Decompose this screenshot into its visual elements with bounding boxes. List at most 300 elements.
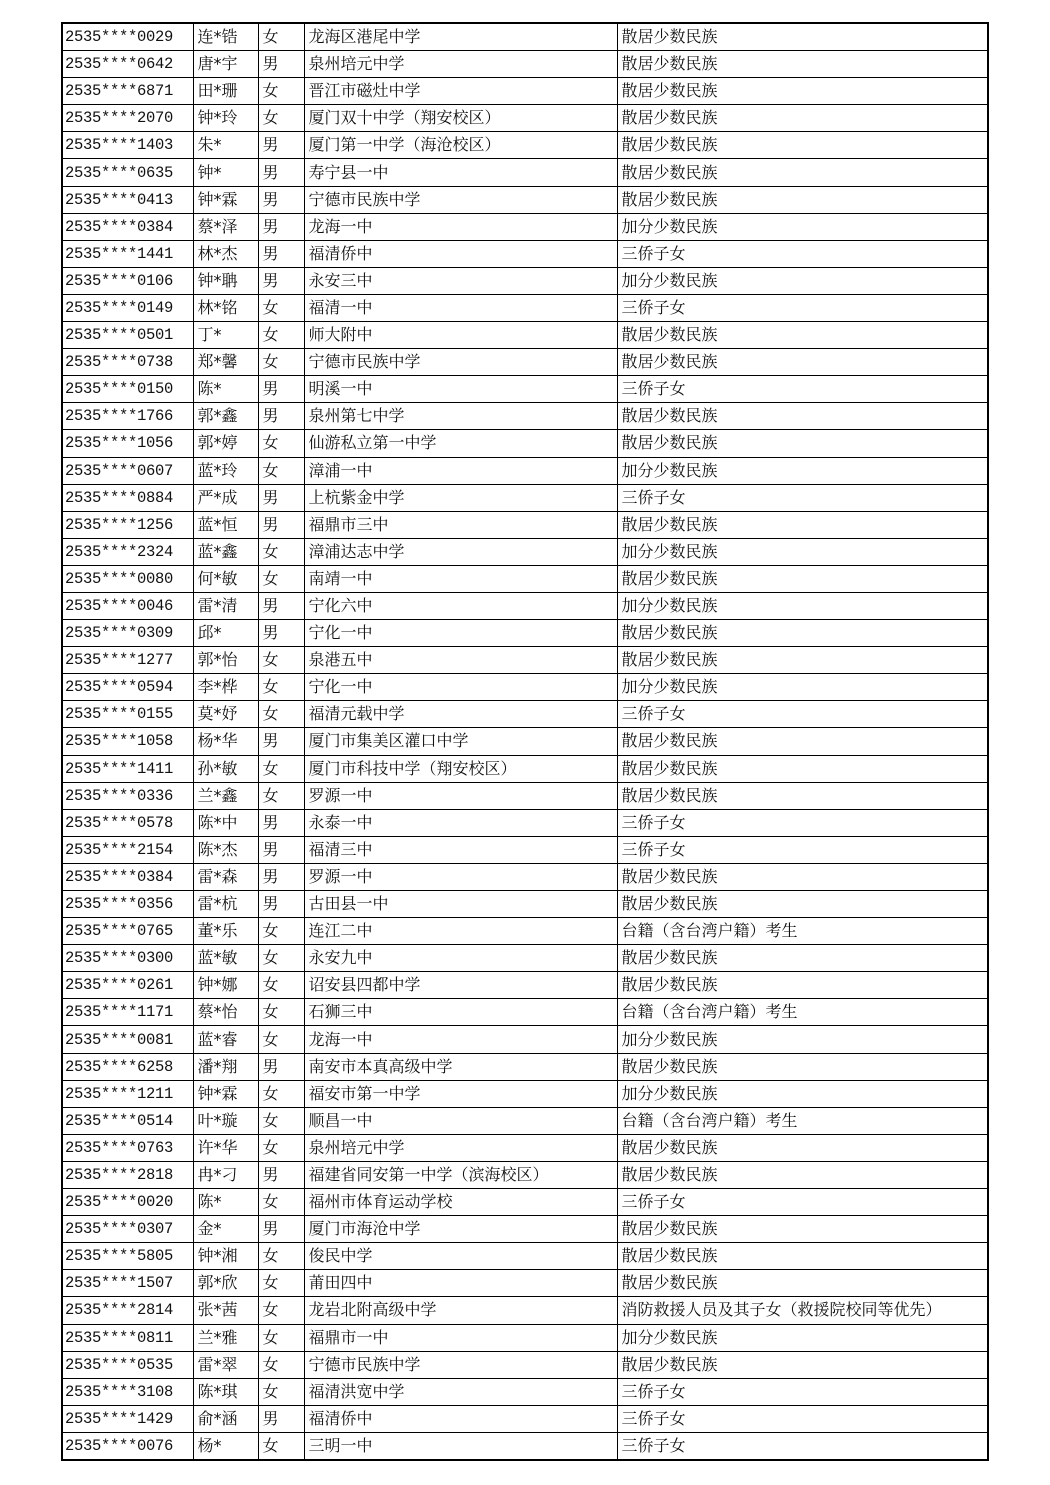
cell-gender: 女 bbox=[258, 1378, 304, 1405]
cell-student-name: 钟*娜 bbox=[193, 972, 258, 999]
table-row bbox=[62, 701, 988, 728]
cell-exam-id: 2535****0150 bbox=[62, 376, 193, 403]
cell-gender: 女 bbox=[258, 647, 304, 674]
table-row bbox=[62, 945, 988, 972]
cell-exam-id: 2535****0336 bbox=[62, 782, 193, 809]
cell-school: 宁化一中 bbox=[304, 674, 617, 701]
cell-gender: 女 bbox=[258, 1107, 304, 1134]
cell-school: 莆田四中 bbox=[304, 1270, 617, 1297]
table-row bbox=[62, 1324, 988, 1351]
cell-student-name: 蓝*睿 bbox=[193, 1026, 258, 1053]
table-row bbox=[62, 240, 988, 267]
cell-category: 加分少数民族 bbox=[617, 674, 988, 701]
table-row bbox=[62, 1432, 988, 1460]
cell-school: 石狮三中 bbox=[304, 999, 617, 1026]
cell-school: 厦门市科技中学（翔安校区） bbox=[304, 755, 617, 782]
cell-student-name: 杨*华 bbox=[193, 728, 258, 755]
cell-exam-id: 2535****2324 bbox=[62, 538, 193, 565]
cell-exam-id: 2535****0046 bbox=[62, 592, 193, 619]
cell-school: 福清侨中 bbox=[304, 240, 617, 267]
cell-exam-id: 2535****1058 bbox=[62, 728, 193, 755]
cell-category: 散居少数民族 bbox=[617, 322, 988, 349]
cell-student-name: 金* bbox=[193, 1216, 258, 1243]
cell-exam-id: 2535****0356 bbox=[62, 891, 193, 918]
cell-school: 宁德市民族中学 bbox=[304, 1351, 617, 1378]
cell-school: 福清元载中学 bbox=[304, 701, 617, 728]
cell-school: 古田县一中 bbox=[304, 891, 617, 918]
cell-exam-id: 2535****6258 bbox=[62, 1053, 193, 1080]
cell-exam-id: 2535****0413 bbox=[62, 186, 193, 213]
cell-school: 永安三中 bbox=[304, 267, 617, 294]
cell-school: 上杭紫金中学 bbox=[304, 484, 617, 511]
cell-school: 南安市本真高级中学 bbox=[304, 1053, 617, 1080]
cell-gender: 女 bbox=[258, 78, 304, 105]
cell-category: 散居少数民族 bbox=[617, 23, 988, 51]
cell-gender: 女 bbox=[258, 1351, 304, 1378]
cell-student-name: 郭*婷 bbox=[193, 430, 258, 457]
cell-category: 散居少数民族 bbox=[617, 1053, 988, 1080]
cell-category: 散居少数民族 bbox=[617, 1351, 988, 1378]
table-row bbox=[62, 1161, 988, 1188]
cell-gender: 女 bbox=[258, 1432, 304, 1460]
cell-category: 散居少数民族 bbox=[617, 132, 988, 159]
table-row bbox=[62, 809, 988, 836]
table-row bbox=[62, 863, 988, 890]
cell-student-name: 蔡*怡 bbox=[193, 999, 258, 1026]
cell-school: 龙岩北附高级中学 bbox=[304, 1297, 617, 1324]
cell-category: 散居少数民族 bbox=[617, 1161, 988, 1188]
cell-exam-id: 2535****0307 bbox=[62, 1216, 193, 1243]
cell-category: 散居少数民族 bbox=[617, 782, 988, 809]
cell-gender: 女 bbox=[258, 999, 304, 1026]
cell-gender: 女 bbox=[258, 674, 304, 701]
table-row bbox=[62, 349, 988, 376]
cell-exam-id: 2535****1429 bbox=[62, 1405, 193, 1432]
table-row bbox=[62, 186, 988, 213]
table-row bbox=[62, 457, 988, 484]
cell-exam-id: 2535****2070 bbox=[62, 105, 193, 132]
table-row bbox=[62, 267, 988, 294]
cell-exam-id: 2535****3108 bbox=[62, 1378, 193, 1405]
cell-school: 厦门市集美区灌口中学 bbox=[304, 728, 617, 755]
cell-gender: 女 bbox=[258, 294, 304, 321]
cell-gender: 男 bbox=[258, 484, 304, 511]
cell-student-name: 莫*妤 bbox=[193, 701, 258, 728]
cell-category: 三侨子女 bbox=[617, 376, 988, 403]
cell-student-name: 钟*湘 bbox=[193, 1243, 258, 1270]
cell-student-name: 朱* bbox=[193, 132, 258, 159]
table-row bbox=[62, 647, 988, 674]
cell-school: 晋江市磁灶中学 bbox=[304, 78, 617, 105]
cell-gender: 女 bbox=[258, 430, 304, 457]
table-row bbox=[62, 511, 988, 538]
cell-category: 散居少数民族 bbox=[617, 620, 988, 647]
cell-exam-id: 2535****0384 bbox=[62, 213, 193, 240]
cell-category: 散居少数民族 bbox=[617, 1134, 988, 1161]
cell-category: 散居少数民族 bbox=[617, 430, 988, 457]
table-row bbox=[62, 105, 988, 132]
table-row bbox=[62, 484, 988, 511]
cell-category: 三侨子女 bbox=[617, 1405, 988, 1432]
cell-student-name: 俞*涵 bbox=[193, 1405, 258, 1432]
cell-student-name: 连*锆 bbox=[193, 23, 258, 51]
cell-gender: 男 bbox=[258, 240, 304, 267]
cell-exam-id: 2535****0578 bbox=[62, 809, 193, 836]
cell-school: 泉港五中 bbox=[304, 647, 617, 674]
table-row bbox=[62, 78, 988, 105]
cell-student-name: 叶*璇 bbox=[193, 1107, 258, 1134]
cell-school: 寿宁县一中 bbox=[304, 159, 617, 186]
cell-exam-id: 2535****2818 bbox=[62, 1161, 193, 1188]
cell-student-name: 蓝*鑫 bbox=[193, 538, 258, 565]
table-row bbox=[62, 1189, 988, 1216]
table-row bbox=[62, 159, 988, 186]
table-row bbox=[62, 755, 988, 782]
cell-school: 俊民中学 bbox=[304, 1243, 617, 1270]
cell-exam-id: 2535****0076 bbox=[62, 1432, 193, 1460]
cell-category: 加分少数民族 bbox=[617, 592, 988, 619]
cell-exam-id: 2535****0501 bbox=[62, 322, 193, 349]
cell-student-name: 蓝*敏 bbox=[193, 945, 258, 972]
cell-category: 散居少数民族 bbox=[617, 78, 988, 105]
cell-category: 三侨子女 bbox=[617, 1189, 988, 1216]
cell-student-name: 唐*宇 bbox=[193, 51, 258, 78]
cell-school: 仙游私立第一中学 bbox=[304, 430, 617, 457]
cell-exam-id: 2535****1277 bbox=[62, 647, 193, 674]
cell-student-name: 丁* bbox=[193, 322, 258, 349]
table-row bbox=[62, 836, 988, 863]
cell-exam-id: 2535****0635 bbox=[62, 159, 193, 186]
cell-student-name: 蔡*泽 bbox=[193, 213, 258, 240]
cell-exam-id: 2535****0811 bbox=[62, 1324, 193, 1351]
table-row bbox=[62, 592, 988, 619]
cell-category: 消防救援人员及其子女（救援院校同等优先） bbox=[617, 1297, 988, 1324]
table-row bbox=[62, 891, 988, 918]
cell-school: 福清洪宽中学 bbox=[304, 1378, 617, 1405]
cell-category: 三侨子女 bbox=[617, 294, 988, 321]
cell-category: 台籍（含台湾户籍）考生 bbox=[617, 999, 988, 1026]
cell-student-name: 钟*霖 bbox=[193, 186, 258, 213]
table-row bbox=[62, 972, 988, 999]
cell-exam-id: 2535****1256 bbox=[62, 511, 193, 538]
cell-exam-id: 2535****1411 bbox=[62, 755, 193, 782]
cell-gender: 男 bbox=[258, 1405, 304, 1432]
cell-exam-id: 2535****0763 bbox=[62, 1134, 193, 1161]
table-row bbox=[62, 1270, 988, 1297]
cell-exam-id: 2535****0029 bbox=[62, 23, 193, 51]
cell-gender: 女 bbox=[258, 701, 304, 728]
cell-gender: 女 bbox=[258, 349, 304, 376]
cell-category: 三侨子女 bbox=[617, 809, 988, 836]
cell-category: 散居少数民族 bbox=[617, 1243, 988, 1270]
cell-school: 三明一中 bbox=[304, 1432, 617, 1460]
table-row bbox=[62, 1351, 988, 1378]
cell-student-name: 董*乐 bbox=[193, 918, 258, 945]
cell-exam-id: 2535****0607 bbox=[62, 457, 193, 484]
cell-school: 泉州培元中学 bbox=[304, 51, 617, 78]
cell-student-name: 杨* bbox=[193, 1432, 258, 1460]
table-row bbox=[62, 403, 988, 430]
cell-student-name: 兰*雅 bbox=[193, 1324, 258, 1351]
cell-gender: 男 bbox=[258, 592, 304, 619]
cell-exam-id: 2535****1766 bbox=[62, 403, 193, 430]
table-row bbox=[62, 1297, 988, 1324]
cell-category: 三侨子女 bbox=[617, 1378, 988, 1405]
cell-gender: 女 bbox=[258, 565, 304, 592]
cell-category: 散居少数民族 bbox=[617, 349, 988, 376]
cell-school: 福鼎市三中 bbox=[304, 511, 617, 538]
table-row bbox=[62, 620, 988, 647]
cell-school: 宁德市民族中学 bbox=[304, 349, 617, 376]
cell-category: 加分少数民族 bbox=[617, 213, 988, 240]
cell-exam-id: 2535****2154 bbox=[62, 836, 193, 863]
cell-exam-id: 2535****0535 bbox=[62, 1351, 193, 1378]
cell-gender: 女 bbox=[258, 1134, 304, 1161]
cell-student-name: 郭*怡 bbox=[193, 647, 258, 674]
table-row bbox=[62, 430, 988, 457]
cell-school: 师大附中 bbox=[304, 322, 617, 349]
cell-exam-id: 2535****0106 bbox=[62, 267, 193, 294]
cell-gender: 男 bbox=[258, 511, 304, 538]
cell-gender: 女 bbox=[258, 918, 304, 945]
cell-category: 加分少数民族 bbox=[617, 538, 988, 565]
cell-gender: 男 bbox=[258, 267, 304, 294]
candidate-table bbox=[61, 22, 989, 1461]
cell-student-name: 林*杰 bbox=[193, 240, 258, 267]
cell-category: 散居少数民族 bbox=[617, 403, 988, 430]
cell-category: 散居少数民族 bbox=[617, 728, 988, 755]
cell-category: 散居少数民族 bbox=[617, 565, 988, 592]
table-row bbox=[62, 999, 988, 1026]
table-row bbox=[62, 1107, 988, 1134]
cell-student-name: 陈* bbox=[193, 376, 258, 403]
table-row bbox=[62, 213, 988, 240]
cell-school: 永泰一中 bbox=[304, 809, 617, 836]
cell-student-name: 邱* bbox=[193, 620, 258, 647]
cell-student-name: 郭*欣 bbox=[193, 1270, 258, 1297]
cell-student-name: 钟*玲 bbox=[193, 105, 258, 132]
cell-student-name: 兰*鑫 bbox=[193, 782, 258, 809]
table-row bbox=[62, 1080, 988, 1107]
cell-student-name: 雷*杭 bbox=[193, 891, 258, 918]
cell-school: 厦门第一中学（海沧校区） bbox=[304, 132, 617, 159]
cell-school: 福鼎市一中 bbox=[304, 1324, 617, 1351]
cell-exam-id: 2535****0300 bbox=[62, 945, 193, 972]
table-row bbox=[62, 918, 988, 945]
cell-school: 龙海区港尾中学 bbox=[304, 23, 617, 51]
table-row bbox=[62, 674, 988, 701]
cell-gender: 男 bbox=[258, 213, 304, 240]
cell-school: 永安九中 bbox=[304, 945, 617, 972]
cell-student-name: 雷*翠 bbox=[193, 1351, 258, 1378]
cell-category: 散居少数民族 bbox=[617, 1216, 988, 1243]
cell-gender: 男 bbox=[258, 891, 304, 918]
cell-student-name: 陈*中 bbox=[193, 809, 258, 836]
cell-gender: 女 bbox=[258, 972, 304, 999]
table-row bbox=[62, 1216, 988, 1243]
cell-category: 散居少数民族 bbox=[617, 159, 988, 186]
cell-school: 宁化六中 bbox=[304, 592, 617, 619]
cell-gender: 女 bbox=[258, 1243, 304, 1270]
cell-student-name: 孙*敏 bbox=[193, 755, 258, 782]
cell-gender: 男 bbox=[258, 186, 304, 213]
cell-gender: 男 bbox=[258, 1216, 304, 1243]
cell-school: 龙海一中 bbox=[304, 1026, 617, 1053]
cell-exam-id: 2535****0384 bbox=[62, 863, 193, 890]
cell-gender: 男 bbox=[258, 376, 304, 403]
table-row bbox=[62, 1134, 988, 1161]
cell-category: 散居少数民族 bbox=[617, 972, 988, 999]
cell-category: 加分少数民族 bbox=[617, 1080, 988, 1107]
table-row bbox=[62, 23, 988, 51]
cell-exam-id: 2535****1507 bbox=[62, 1270, 193, 1297]
cell-student-name: 张*茜 bbox=[193, 1297, 258, 1324]
cell-school: 泉州培元中学 bbox=[304, 1134, 617, 1161]
cell-school: 厦门市海沧中学 bbox=[304, 1216, 617, 1243]
cell-gender: 女 bbox=[258, 105, 304, 132]
table-row bbox=[62, 1026, 988, 1053]
cell-exam-id: 2535****0642 bbox=[62, 51, 193, 78]
cell-gender: 女 bbox=[258, 1270, 304, 1297]
cell-student-name: 严*成 bbox=[193, 484, 258, 511]
cell-gender: 男 bbox=[258, 403, 304, 430]
table-row bbox=[62, 1243, 988, 1270]
table-body bbox=[62, 23, 988, 1460]
table-row bbox=[62, 132, 988, 159]
table-row bbox=[62, 1378, 988, 1405]
cell-gender: 男 bbox=[258, 159, 304, 186]
cell-category: 加分少数民族 bbox=[617, 267, 988, 294]
cell-student-name: 钟*聃 bbox=[193, 267, 258, 294]
cell-exam-id: 2535****1403 bbox=[62, 132, 193, 159]
cell-school: 厦门双十中学（翔安校区） bbox=[304, 105, 617, 132]
cell-student-name: 林*铭 bbox=[193, 294, 258, 321]
cell-gender: 男 bbox=[258, 1161, 304, 1188]
cell-category: 三侨子女 bbox=[617, 484, 988, 511]
table-row bbox=[62, 728, 988, 755]
cell-school: 福安市第一中学 bbox=[304, 1080, 617, 1107]
cell-gender: 男 bbox=[258, 132, 304, 159]
cell-student-name: 钟* bbox=[193, 159, 258, 186]
cell-student-name: 蓝*恒 bbox=[193, 511, 258, 538]
cell-gender: 女 bbox=[258, 538, 304, 565]
cell-category: 散居少数民族 bbox=[617, 863, 988, 890]
cell-gender: 女 bbox=[258, 1297, 304, 1324]
cell-category: 加分少数民族 bbox=[617, 1026, 988, 1053]
table-row bbox=[62, 565, 988, 592]
cell-exam-id: 2535****2814 bbox=[62, 1297, 193, 1324]
cell-student-name: 田*珊 bbox=[193, 78, 258, 105]
cell-exam-id: 2535****1171 bbox=[62, 999, 193, 1026]
table-row bbox=[62, 51, 988, 78]
cell-school: 漳浦一中 bbox=[304, 457, 617, 484]
cell-category: 散居少数民族 bbox=[617, 105, 988, 132]
cell-school: 福清一中 bbox=[304, 294, 617, 321]
table-row bbox=[62, 376, 988, 403]
cell-exam-id: 2535****0309 bbox=[62, 620, 193, 647]
cell-school: 福清三中 bbox=[304, 836, 617, 863]
cell-exam-id: 2535****5805 bbox=[62, 1243, 193, 1270]
cell-school: 宁德市民族中学 bbox=[304, 186, 617, 213]
cell-exam-id: 2535****0020 bbox=[62, 1189, 193, 1216]
cell-gender: 女 bbox=[258, 755, 304, 782]
cell-exam-id: 2535****1211 bbox=[62, 1080, 193, 1107]
cell-exam-id: 2535****0514 bbox=[62, 1107, 193, 1134]
cell-gender: 女 bbox=[258, 1324, 304, 1351]
cell-gender: 男 bbox=[258, 728, 304, 755]
cell-gender: 女 bbox=[258, 23, 304, 51]
cell-student-name: 郭*鑫 bbox=[193, 403, 258, 430]
cell-school: 连江二中 bbox=[304, 918, 617, 945]
cell-student-name: 李*桦 bbox=[193, 674, 258, 701]
cell-school: 罗源一中 bbox=[304, 782, 617, 809]
cell-gender: 女 bbox=[258, 1080, 304, 1107]
table-row bbox=[62, 322, 988, 349]
cell-school: 福建省同安第一中学（滨海校区） bbox=[304, 1161, 617, 1188]
table-row bbox=[62, 538, 988, 565]
cell-exam-id: 2535****0155 bbox=[62, 701, 193, 728]
cell-student-name: 冉*刁 bbox=[193, 1161, 258, 1188]
cell-gender: 男 bbox=[258, 620, 304, 647]
cell-school: 南靖一中 bbox=[304, 565, 617, 592]
cell-exam-id: 2535****1056 bbox=[62, 430, 193, 457]
cell-school: 福州市体育运动学校 bbox=[304, 1189, 617, 1216]
cell-student-name: 雷*清 bbox=[193, 592, 258, 619]
cell-exam-id: 2535****0081 bbox=[62, 1026, 193, 1053]
cell-category: 散居少数民族 bbox=[617, 647, 988, 674]
cell-exam-id: 2535****0261 bbox=[62, 972, 193, 999]
cell-exam-id: 2535****0765 bbox=[62, 918, 193, 945]
cell-school: 泉州第七中学 bbox=[304, 403, 617, 430]
cell-school: 福清侨中 bbox=[304, 1405, 617, 1432]
cell-category: 台籍（含台湾户籍）考生 bbox=[617, 918, 988, 945]
cell-category: 台籍（含台湾户籍）考生 bbox=[617, 1107, 988, 1134]
cell-category: 三侨子女 bbox=[617, 240, 988, 267]
cell-gender: 男 bbox=[258, 809, 304, 836]
cell-student-name: 陈*杰 bbox=[193, 836, 258, 863]
cell-school: 漳浦达志中学 bbox=[304, 538, 617, 565]
cell-exam-id: 2535****6871 bbox=[62, 78, 193, 105]
cell-exam-id: 2535****0884 bbox=[62, 484, 193, 511]
cell-exam-id: 2535****0080 bbox=[62, 565, 193, 592]
cell-gender: 女 bbox=[258, 457, 304, 484]
cell-category: 散居少数民族 bbox=[617, 1270, 988, 1297]
cell-student-name: 潘*翔 bbox=[193, 1053, 258, 1080]
cell-school: 顺昌一中 bbox=[304, 1107, 617, 1134]
cell-gender: 女 bbox=[258, 782, 304, 809]
cell-category: 散居少数民族 bbox=[617, 186, 988, 213]
cell-category: 加分少数民族 bbox=[617, 457, 988, 484]
cell-school: 宁化一中 bbox=[304, 620, 617, 647]
cell-category: 三侨子女 bbox=[617, 701, 988, 728]
cell-gender: 男 bbox=[258, 863, 304, 890]
cell-school: 诏安县四都中学 bbox=[304, 972, 617, 999]
cell-category: 散居少数民族 bbox=[617, 755, 988, 782]
cell-category: 三侨子女 bbox=[617, 836, 988, 863]
table-row bbox=[62, 1053, 988, 1080]
cell-gender: 女 bbox=[258, 1189, 304, 1216]
cell-category: 散居少数民族 bbox=[617, 945, 988, 972]
cell-student-name: 郑*馨 bbox=[193, 349, 258, 376]
cell-student-name: 陈*琪 bbox=[193, 1378, 258, 1405]
table-row bbox=[62, 1405, 988, 1432]
cell-category: 三侨子女 bbox=[617, 1432, 988, 1460]
cell-category: 散居少数民族 bbox=[617, 51, 988, 78]
cell-student-name: 钟*霖 bbox=[193, 1080, 258, 1107]
cell-gender: 男 bbox=[258, 1053, 304, 1080]
cell-school: 罗源一中 bbox=[304, 863, 617, 890]
cell-student-name: 雷*森 bbox=[193, 863, 258, 890]
